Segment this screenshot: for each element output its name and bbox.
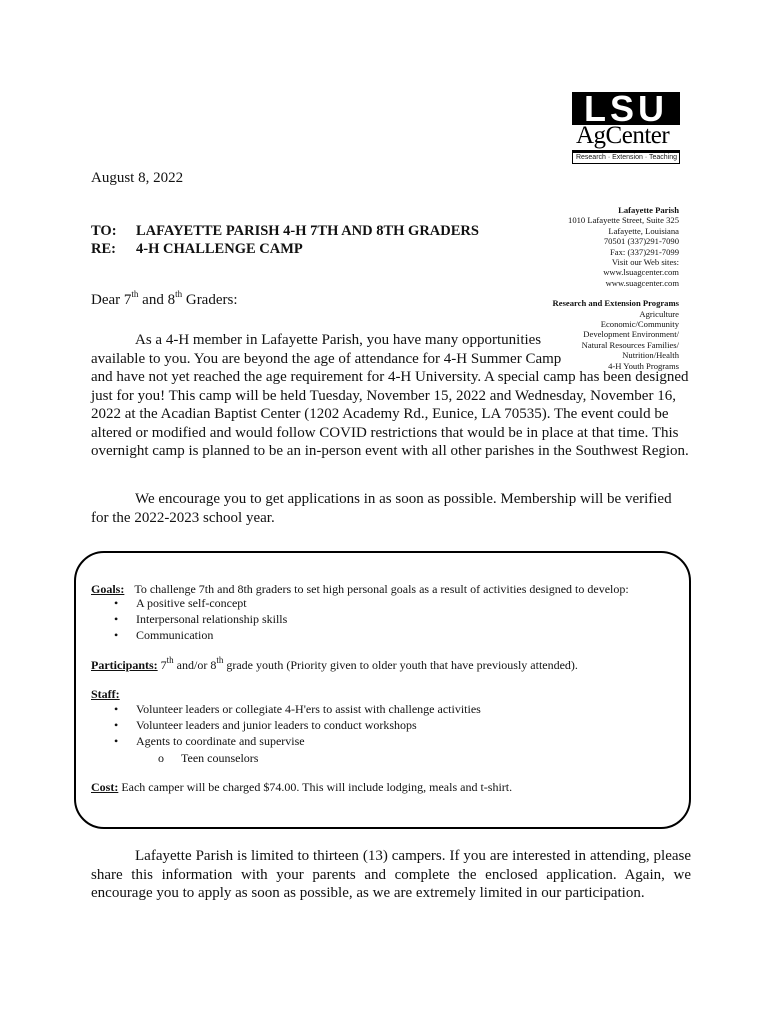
paragraph-1-line-2: available to you. You are beyond the age of attendance for 4-H Summer Camp (91, 351, 562, 367)
lsu-agcenter-logo (572, 88, 680, 167)
goals-line (91, 581, 629, 597)
bullet: • (114, 596, 119, 610)
paragraph-1-line-1: As a 4-H member in Lafayette Parish, you have many opportunities (135, 332, 542, 348)
web-link-1[interactable]: www.lsuagcenter.com (603, 267, 679, 278)
staff-label: Staff: (91, 687, 120, 701)
goals-label: Goals: (91, 582, 125, 596)
program-line-2: Economic/Community (600, 319, 679, 330)
participants-line: Participants: 7th and/or 8th grade youth (Priority given to older youth that have previously attended). (91, 655, 578, 672)
paragraph-2: We encourage you to get applications in as soon as possible. Membership will be verified for the 2022-2023 school year. (91, 491, 672, 526)
address-line-1: 1010 Lafayette Street, Suite 325 (568, 215, 679, 226)
participants-label: Participants: (91, 658, 158, 672)
office-sidebar (552, 205, 679, 371)
program-line-6: 4-H Youth Programs (608, 360, 679, 371)
re-label: RE: (91, 241, 116, 257)
logo-agcenter-text: AgCenter (576, 122, 670, 149)
goals-text: To challenge 7th and 8th graders to set high personal goals as a result of activities designed to develop: (134, 582, 629, 596)
bullet: • (114, 734, 119, 748)
cost-line (91, 779, 512, 795)
goal-item: A positive self-concept (136, 596, 247, 610)
fax-line: Fax: (337)291-7099 (610, 246, 679, 257)
to-text: LAFAYETTE PARISH 4-H 7TH AND 8TH GRADERS (136, 223, 479, 239)
sub-bullet: o (158, 751, 164, 765)
goal-item: Interpersonal relationship skills (136, 612, 288, 626)
program-line-5: Nutrition/Health (622, 350, 679, 361)
cost-label: Cost: (91, 780, 119, 794)
program-line-1: Agriculture (639, 308, 679, 319)
bullet: • (114, 612, 119, 626)
web-label: Visit our Web sites: (611, 257, 679, 268)
staff-label-line (91, 686, 120, 702)
bullet: • (114, 702, 119, 716)
re-text: 4-H CHALLENGE CAMP (136, 241, 303, 257)
letter-date: August 8, 2022 (91, 170, 184, 186)
paragraph-1-rest: and have not yet reached the age requirement for 4-H University. A special camp has been designed just for you! This camp will be held Tuesday, November 15, 2022 and Wednesday, November 16, 2022 at the Acadian Baptist Center (1202 Academy Rd., Eunice, LA 70535). The event could be altered or modified and would follow COVID restrictions that would be in place at that time. This overnight camp is planned to be an in-person event with all other parishes in the Southwest Region. (91, 369, 689, 459)
closing-paragraph: Lafayette Parish is limited to thirteen (13) campers. If you are interested in attending, please share this information with your parents and complete the enclosed application. Again, we encourage you to apply as soon as possible, as we are extremely limited in our participation. (91, 848, 691, 901)
to-label: TO: (91, 223, 117, 239)
bullet: • (114, 628, 119, 642)
programs-heading: Research and Extension Programs (552, 298, 679, 309)
office-name: Lafayette Parish (618, 205, 679, 215)
bullet: • (114, 718, 119, 732)
staff-sub-item: Teen counselors (181, 751, 259, 765)
web-link-2[interactable]: www.suagcenter.com (605, 277, 679, 288)
address-line-2: Lafayette, Louisiana (608, 225, 679, 236)
cost-text: Each camper will be charged $74.00. This will include lodging, meals and t-shirt. (118, 780, 513, 794)
goal-item: Communication (136, 628, 214, 642)
program-line-4: Natural Resources Families/ (581, 339, 679, 350)
logo-lsu-text: LSU (572, 92, 680, 125)
staff-item: Volunteer leaders or collegiate 4-H'ers to assist with challenge activities (136, 702, 481, 716)
salutation: Dear 7th and 8th Graders: (91, 289, 238, 308)
logo-tagline: Research · Extension · Teaching (572, 152, 680, 164)
staff-item: Volunteer leaders and junior leaders to conduct workshops (136, 718, 417, 732)
staff-item: Agents to coordinate and supervise (136, 734, 305, 748)
program-line-3: Development Environment/ (583, 329, 679, 340)
address-line-3: 70501 (337)291-7090 (603, 236, 679, 247)
